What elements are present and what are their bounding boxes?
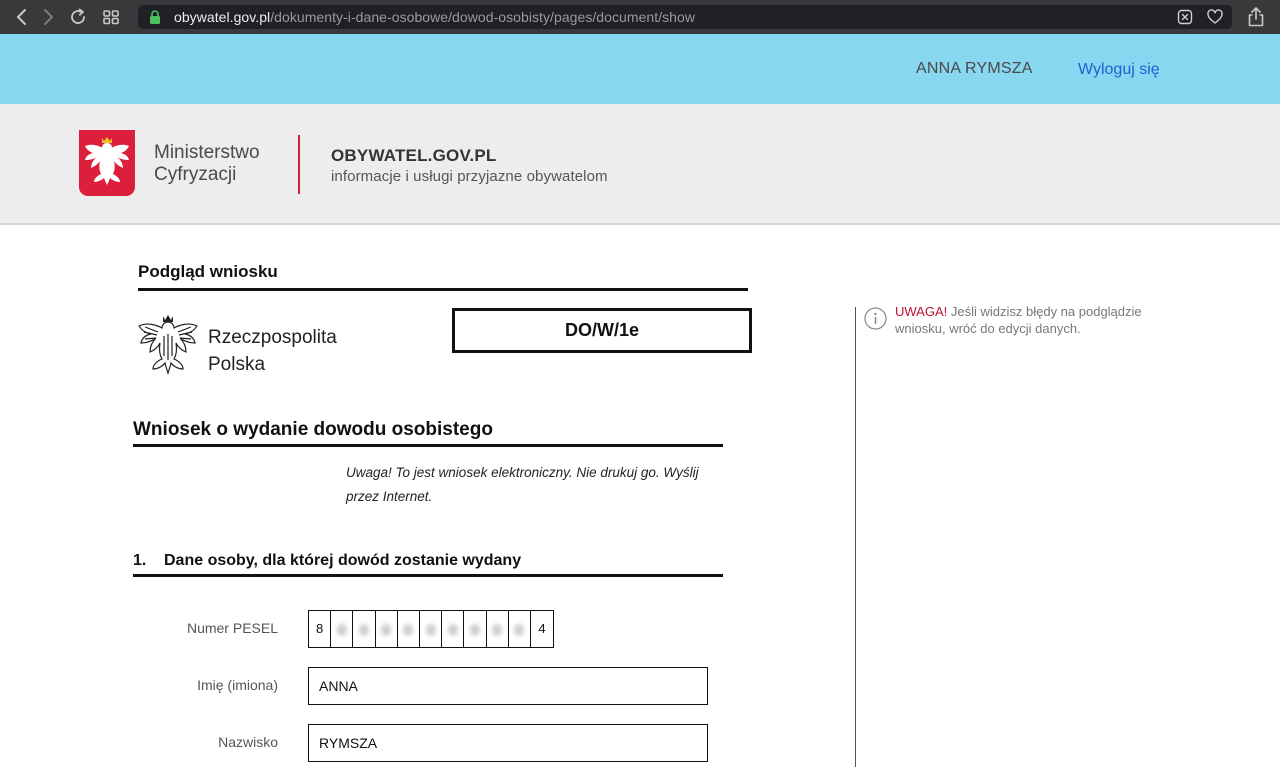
- ministry-name[interactable]: Ministerstwo Cyfryzacji: [154, 142, 260, 185]
- pesel-digit-redacted: [353, 611, 375, 647]
- heart-icon[interactable]: [1206, 8, 1224, 26]
- republic-name: Rzeczpospolita Polska: [208, 327, 337, 375]
- lock-icon: [149, 10, 161, 24]
- site-header: [0, 104, 1280, 225]
- logout-link[interactable]: Wyloguj się: [1078, 61, 1160, 78]
- section-title: 1. Dane osoby, dla której dowód zostanie wydany: [133, 552, 522, 569]
- browser-toolbar: [0, 0, 1280, 34]
- block-icon[interactable]: [1176, 8, 1194, 26]
- preview-title-rule: [138, 288, 748, 291]
- address-bar[interactable]: [138, 5, 1232, 29]
- pesel-digit-redacted: [509, 611, 531, 647]
- section-rule: [133, 574, 723, 577]
- crest-logo-icon[interactable]: [78, 129, 136, 199]
- portal-tagline: informacje i usługi przyjazne obywatelom: [331, 168, 608, 185]
- pesel-label: Numer PESEL: [186, 620, 278, 636]
- url-text[interactable]: obywatel.gov.pl/dokumenty-i-dane-osobowe/dowod-osobisty/pages/document/show: [174, 9, 696, 25]
- first-name-label: Imię (imiona): [197, 677, 278, 693]
- info-icon: [864, 307, 887, 330]
- back-icon[interactable]: [11, 6, 33, 28]
- pesel-digit: 8: [309, 611, 331, 647]
- eagle-emblem-icon: [136, 308, 200, 378]
- preview-title: Podgląd wniosku: [138, 262, 278, 281]
- pesel-digit-redacted: [331, 611, 353, 647]
- pesel-digit-redacted: [442, 611, 464, 647]
- pesel-digit-redacted: [464, 611, 486, 647]
- share-icon[interactable]: [1246, 6, 1266, 28]
- portal-name[interactable]: OBYWATEL.GOV.PL: [331, 146, 497, 165]
- last-name-field: RYMSZA: [308, 724, 708, 762]
- forward-icon[interactable]: [37, 6, 59, 28]
- pesel-digit-redacted: [376, 611, 398, 647]
- form-title: Wniosek o wydanie dowodu osobistego: [133, 419, 493, 440]
- last-name-label: Nazwisko: [218, 734, 278, 750]
- side-panel-divider: [855, 307, 856, 767]
- reload-icon[interactable]: [67, 6, 89, 28]
- electronic-form-warning: Uwaga! To jest wniosek elektroniczny. Nie drukuj go. Wyślij przez Internet.: [346, 465, 699, 504]
- user-bar: [0, 34, 1280, 104]
- form-code: DO/W/1e: [452, 308, 752, 353]
- pesel-digit-redacted: [420, 611, 442, 647]
- pesel-digit: 4: [538, 621, 546, 636]
- header-divider: [298, 135, 300, 194]
- first-name-field: ANNA: [308, 667, 708, 705]
- pesel-digit-redacted: [487, 611, 509, 647]
- pesel-field: [308, 610, 554, 648]
- preview-warning-note: UWAGA! Jeśli widzisz błędy na podglądzie wniosku, wróć do edycji danych.: [895, 304, 1142, 336]
- form-title-rule: [133, 444, 723, 447]
- pesel-digit-redacted: [398, 611, 420, 647]
- user-name: ANNA RYMSZA: [916, 60, 1033, 77]
- tabs-grid-icon[interactable]: [100, 6, 122, 28]
